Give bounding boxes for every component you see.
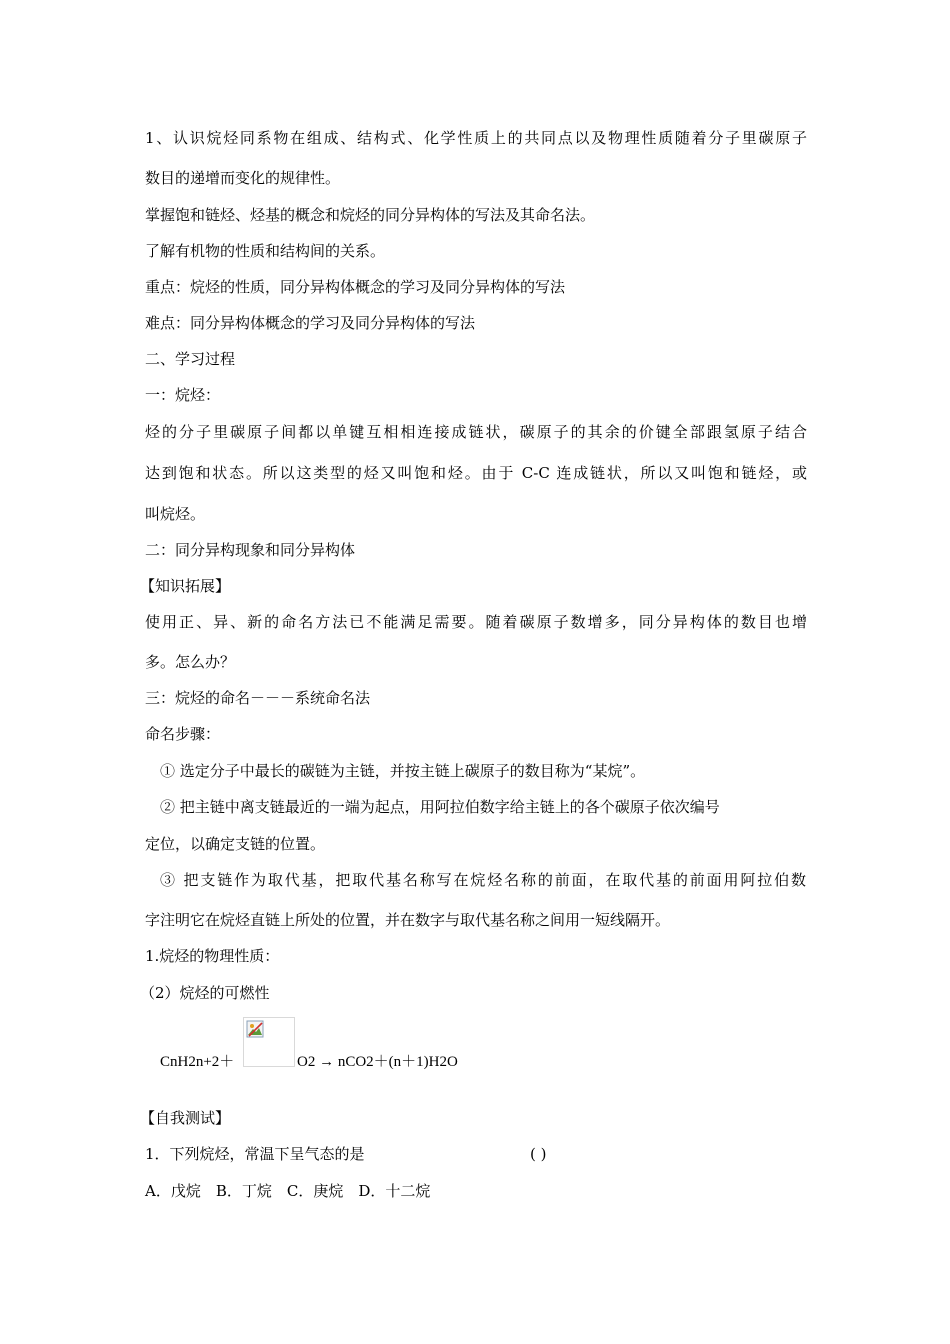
naming-step-2-line-b: 定位，以确定支链的位置。 bbox=[145, 835, 326, 853]
broken-image-icon bbox=[246, 1020, 264, 1038]
alkane-def-line-b: 达到饱和状态。所以这类型的烃又叫饱和烃。由于 C-C 连成链状，所以又叫饱和链烃，或 bbox=[145, 464, 807, 482]
objective-1-line-a: 1、认识烷烃同系物在组成、结构式、化学性质上的共同点以及物理性质随着分子里碳原子 bbox=[145, 129, 807, 147]
naming-step-3-line-b: 字注明它在烷烃直链上所处的位置，并在数字与取代基名称之间用一短线隔开。 bbox=[145, 911, 671, 929]
objective-2: 掌握饱和链烃、烃基的概念和烷烃的同分异构体的写法及其命名法。 bbox=[145, 206, 596, 224]
combustibility-heading: （2）烷烃的可燃性 bbox=[140, 984, 270, 1002]
physical-properties-heading: 1.烷烃的物理性质： bbox=[145, 947, 280, 965]
extension-line-a: 使用正、异、新的命名方法已不能满足需要。随着碳原子数增多，同分异构体的数目也增 bbox=[145, 613, 807, 631]
knowledge-extension-heading: 【知识拓展】 bbox=[140, 577, 231, 595]
section-heading-process: 二、学习过程 bbox=[145, 350, 236, 368]
alkane-def-line-a: 烃的分子里碳原子间都以单键互相相连接成链状，碳原子的其余的价键全部跟氢原子结合 bbox=[145, 423, 807, 441]
extension-line-b: 多。怎么办？ bbox=[145, 653, 236, 671]
question-1-answer-blank: ( ) bbox=[530, 1145, 547, 1163]
self-test-heading: 【自我测试】 bbox=[140, 1109, 231, 1127]
naming-step-3-line-a: ③ 把支链作为取代基，把取代基名称写在烷烃名称的前面，在取代基的前面用阿拉伯数 bbox=[160, 871, 806, 889]
difficult-points: 难点：同分异构体概念的学习及同分异构体的写法 bbox=[145, 314, 476, 332]
combustion-equation-left: CnH2n+2＋ bbox=[160, 1054, 235, 1070]
combustion-equation-right: O2 → nCO2＋(n＋1)H2O bbox=[297, 1054, 458, 1070]
subheading-naming: 三：烷烃的命名－－－系统命名法 bbox=[145, 689, 371, 707]
naming-step-2-line-a: ② 把主链中离支链最近的一端为起点，用阿拉伯数字给主链上的各个碳原子依次编号 bbox=[160, 798, 720, 816]
subheading-alkane: 一：烷烃： bbox=[145, 386, 221, 404]
naming-step-1: ① 选定分子中最长的碳链为主链，并按主链上碳原子的数目称为“某烷”。 bbox=[160, 762, 646, 780]
naming-steps-label: 命名步骤： bbox=[145, 725, 221, 743]
subheading-isomers: 二：同分异构现象和同分异构体 bbox=[145, 541, 356, 559]
objective-3: 了解有机物的性质和结构间的关系。 bbox=[145, 242, 386, 260]
key-points: 重点：烷烃的性质，同分异构体概念的学习及同分异构体的写法 bbox=[145, 278, 566, 296]
objective-1-line-b: 数目的递增而变化的规律性。 bbox=[145, 169, 341, 187]
question-1: 1．下列烷烃，常温下呈气态的是 bbox=[145, 1145, 365, 1163]
alkane-def-line-c: 叫烷烃。 bbox=[145, 505, 206, 523]
coefficient-image-placeholder bbox=[243, 1017, 295, 1067]
question-1-options: A．戊烷 B．丁烷 C．庚烷 D．十二烷 bbox=[145, 1182, 431, 1200]
